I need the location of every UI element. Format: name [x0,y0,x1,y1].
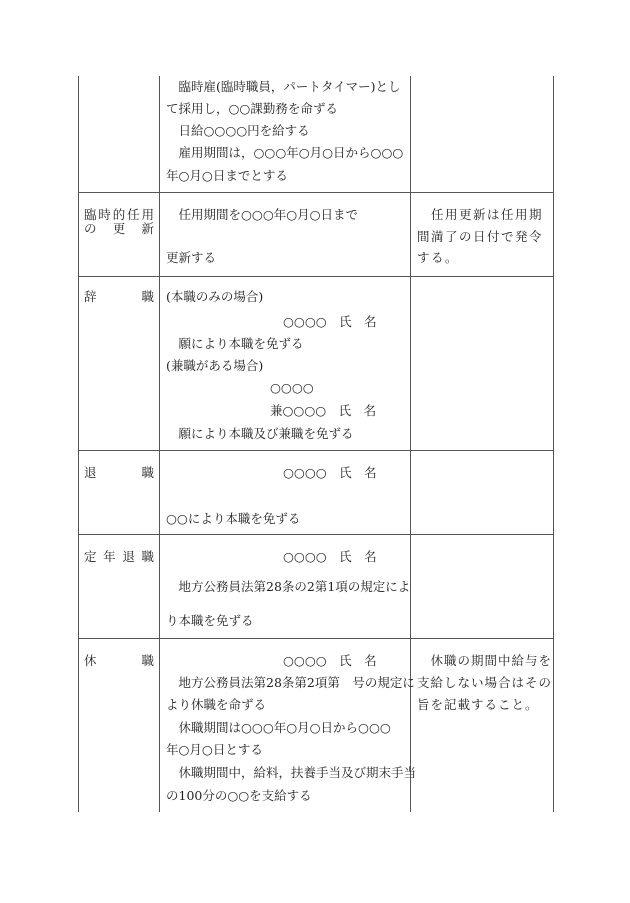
content-line: 臨時雇(臨時職員，パートタイマー)とし [166,79,401,94]
row-label: の更新 [84,221,154,236]
content-line: ○○により本職を免ずる [166,511,301,526]
content-line: り本職を免ずる [166,613,254,628]
note-line: 任用更新は任用期 [417,207,544,222]
content-line: 日給○○○○円を給する [166,123,310,138]
content-line: 年○月○日とする [166,742,263,757]
column-divider [159,76,160,812]
content-line: 願により本職を免ずる [166,336,304,351]
note-line: 旨を記載すること。 [417,697,539,712]
content-line: より休職を命ずる [166,697,267,712]
note-line: 支給しない場合はその [417,675,553,690]
row-divider [78,450,554,451]
content-line: 休職期間中，給料，扶養手当及び期末手当 [166,765,417,780]
content-line: 地方公務員法第28条の2第1項の規定によ [166,579,411,594]
content-line: 地方公務員法第28条第2項第 号の規定に [166,675,415,690]
column-divider [410,76,411,812]
row-divider [78,638,554,639]
content-line: の100分の○○を支給する [166,788,312,803]
content-line: 年○月○日までとする [166,168,288,183]
row-label: 定年退職 [84,549,154,564]
note-line: する。 [417,250,460,265]
content-line: 休職期間は○○○年○月○日から○○○ [166,720,391,735]
content-line: ○○○○ 氏 名 [283,653,377,668]
note-line: 休職の期間中給与を [417,653,553,668]
content-line: 兼○○○○ 氏 名 [270,403,377,418]
content-line: ○○○○ [270,380,314,395]
content-line: (本職のみの場合) [166,289,264,304]
content-line: て採用し，○○課勤務を命ずる [166,101,338,116]
content-line: ○○○○ 氏 名 [283,465,377,480]
content-line: ○○○○ 氏 名 [283,314,377,329]
row-divider [78,276,554,277]
content-line: 願により本職及び兼職を免ずる [166,426,354,441]
content-line: 任用期間を○○○年○月○日まで [166,207,359,222]
table-border-right [553,76,554,812]
content-line: 雇用期間は，○○○年○月○日から○○○ [166,145,404,160]
row-label: 退職 [84,465,154,480]
content-line: 更新する [166,250,217,265]
row-label: 辞職 [84,289,154,304]
row-divider [78,192,554,193]
row-label: 休職 [84,653,154,668]
content-line: (兼職がある場合) [166,358,264,373]
row-divider [78,534,554,535]
table-border-left [78,76,79,812]
content-line: ○○○○ 氏 名 [283,549,377,564]
note-line: 間満了の日付で発令 [417,229,544,244]
row-label: 臨時的任用 [84,207,154,222]
